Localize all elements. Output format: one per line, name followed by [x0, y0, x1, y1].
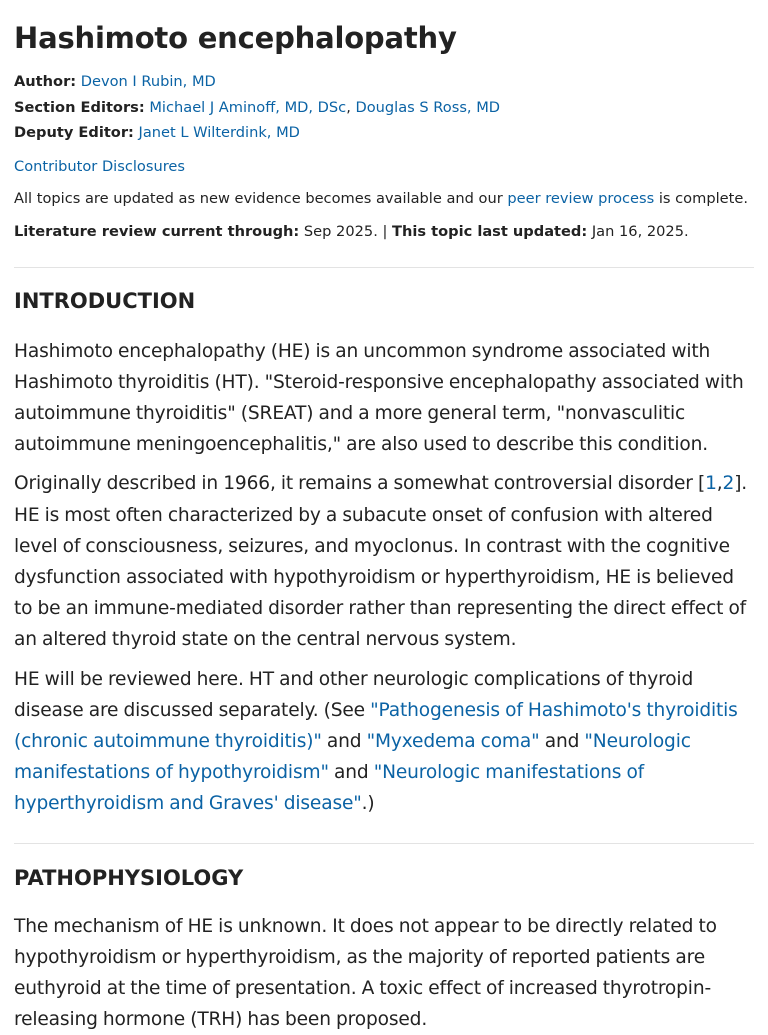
- topic-link-neuro-hypothyroidism[interactable]: "Neurologic manifestations of hypothyroidism": [14, 730, 691, 784]
- lit-review-label: Literature review current through:: [14, 222, 300, 240]
- page-title: Hashimoto encephalopathy: [14, 21, 457, 55]
- and-connector: and: [328, 762, 374, 784]
- and-connector: and: [539, 730, 585, 752]
- section-editors-label: Section Editors:: [14, 98, 145, 116]
- deputy-editor-line: [14, 120, 754, 146]
- section-divider: [14, 843, 754, 844]
- pathophysiology-heading: PATHOPHYSIOLOGY: [14, 865, 244, 890]
- lit-review-value: Sep 2025. |: [299, 222, 393, 240]
- peer-review-process-link[interactable]: peer review process: [507, 189, 655, 207]
- topic-link-neuro-hyperthyroidism-graves[interactable]: "Neurologic manifestations of hyperthyroidism and Graves' disease": [14, 762, 645, 815]
- intro-paragraph-2: [14, 468, 754, 655]
- section-editor-link-aminoff[interactable]: Michael J Aminoff, MD, DSc: [149, 98, 347, 116]
- reference-link-2[interactable]: 2: [722, 473, 735, 495]
- section-editors-line: [14, 95, 754, 121]
- section-editor-link-ross[interactable]: Douglas S Ross, MD: [355, 98, 501, 116]
- introduction-heading: INTRODUCTION: [14, 288, 196, 313]
- last-updated-label: This topic last updated:: [392, 222, 588, 240]
- update-note-text-before: All topics are updated as new evidence becomes available and our: [14, 189, 508, 207]
- author-line: [14, 69, 754, 95]
- deputy-editor-link[interactable]: Janet L Wilterdink, MD: [138, 124, 300, 141]
- reference-link-1[interactable]: 1: [705, 473, 717, 495]
- topic-link-pathogenesis-hashimoto[interactable]: "Pathogenesis of Hashimoto's thyroiditis (chronic autoimmune thyroiditis)": [14, 699, 738, 752]
- update-note: [14, 187, 754, 211]
- author-link[interactable]: Devon I Rubin, MD: [80, 73, 216, 90]
- article-metadata: [14, 69, 754, 146]
- and-connector: and: [321, 730, 367, 752]
- section-divider: [14, 267, 754, 268]
- reference-separator: ,: [716, 473, 723, 495]
- deputy-editor-label: Deputy Editor:: [14, 124, 134, 141]
- topic-link-myxedema-coma[interactable]: "Myxedema coma": [366, 730, 540, 752]
- intro-p2-text-after: ]. HE is most often characterized by a subacute onset of confusion with altered level of consciousness, seizures, and myoclonus. In contrast with the cognitive dysfunction associated with hypothyroidism or hyperthyroidism, HE is believed to be an immune-mediated disorder rather than representing the direct effect of an altered thyroid state on the central nervous system.: [14, 473, 748, 651]
- pathophysiology-paragraph-1: The mechanism of HE is unknown. It does not appear to be directly related to hypothyroidism or hyperthyroidism, as the majority of reported patients are euthyroid at the time of presentation. A toxic effect of increased thyrotropin-releasing hormone (TRH) has been proposed.: [14, 915, 717, 1031]
- intro-p3-text-before: HE will be reviewed here. HT and other neurologic complications of thyroid disease are discussed separately. (See: [14, 668, 694, 721]
- intro-p2-text-before: Originally described in 1966, it remains a somewhat controversial disorder [: [14, 473, 706, 495]
- author-label: Author:: [14, 73, 77, 90]
- editor-separator: ,: [346, 98, 356, 116]
- review-dates: [14, 220, 754, 244]
- intro-paragraph-3: [14, 664, 754, 820]
- contributor-disclosures-link[interactable]: Contributor Disclosures: [14, 157, 185, 175]
- intro-paragraph-1: Hashimoto encephalopathy (HE) is an uncommon syndrome associated with Hashimoto thyroiditis (HT). "Steroid-responsive encephalopathy associated with autoimmune thyroiditis" (SREAT) and a more general term, "nonvasculitic autoimmune meningoencephalitis," are also used to describe this condition.: [14, 340, 744, 456]
- last-updated-value: Jan 16, 2025.: [587, 222, 689, 240]
- update-note-text-after: is complete.: [654, 189, 748, 207]
- intro-p3-text-after: .): [361, 793, 375, 815]
